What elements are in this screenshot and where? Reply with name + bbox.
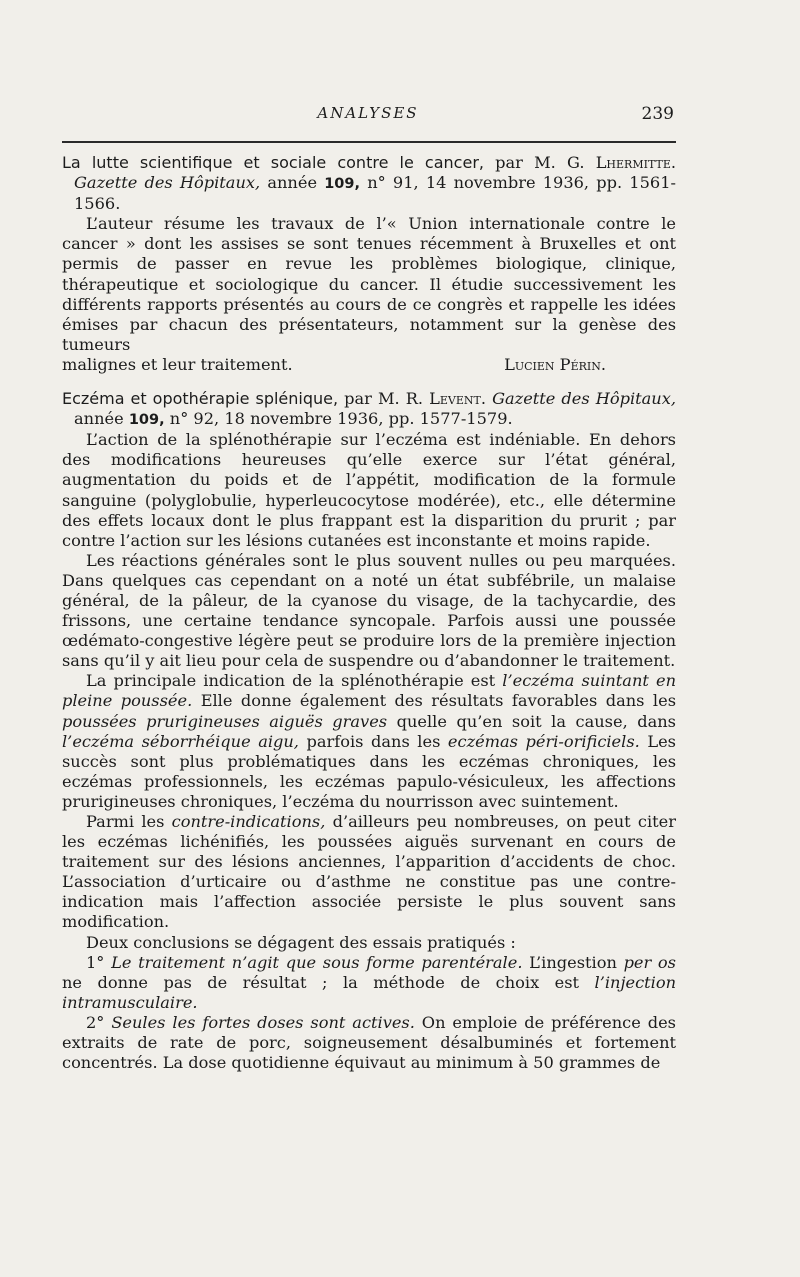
conclusion-number: 1°	[86, 952, 105, 972]
article-body: L’auteur résume les travaux de l’« Union internationale contre le cancer » dont les assises se sont tenues récemment à Bruxelles et ont permis de passer en revue les problèmes biologique, clinique, thérapeutique et sociologique du cancer. Il étudie successivement les différents rapports présentés au cours de ce congrès et rappelle les idées émises par chacun des présentateurs, notamment sur la genèse des tumeurs	[62, 214, 676, 354]
author-prefix: par M. R.	[344, 389, 424, 409]
emphasis: l’injection intramusculaire.	[62, 972, 676, 1012]
conclusion-1	[62, 953, 676, 1013]
article-citation	[62, 153, 676, 214]
emphasis: l’eczéma suintant en pleine poussée.	[62, 671, 676, 711]
emphasis: contre-indications,	[171, 812, 326, 831]
article-title: La lutte scientifique et sociale contre le cancer,	[62, 153, 484, 172]
journal-name: Gazette des Hôpitaux,	[492, 389, 676, 409]
article-eczema	[62, 389, 676, 1073]
text: quelle qu’en soit la cause, dans	[396, 711, 676, 731]
conclusion-2	[62, 1013, 676, 1073]
article-title: Eczéma et opothérapie splénique,	[62, 389, 339, 409]
emphasis: Le traitement n’agit que sous forme parentérale.	[111, 952, 523, 972]
volume-number: 109,	[128, 412, 165, 429]
text: d’ailleurs peu nombreuses, on peut citer les eczémas lichénifiés, les poussées aiguës survenant en cours de traitement sur des lésions anciennes, l’apparition d’accidents de choc. L’association d’urticaire ou d’asthme ne constitue pas une contre-indication mais l’affection associée persiste le plus souvent sans modification.	[62, 812, 676, 932]
text: Elle donne également des résultats favorables dans les	[200, 691, 676, 711]
header-rule	[62, 141, 676, 143]
citation-details: n° 92, 18 novembre 1936, pp. 1577-1579.	[169, 409, 513, 429]
reviewer-signature: Lucien Périn.	[504, 354, 606, 374]
running-title: ANALYSES	[317, 104, 419, 122]
year-label: année	[267, 173, 318, 193]
article-lutte-cancer	[62, 153, 676, 375]
volume-number: 109,	[324, 176, 360, 193]
closing-line	[62, 355, 676, 375]
text: Les succès sont plus problématiques dans les eczémas chroniques, les eczémas professionnels, les eczémas papulo-vésiculeux, les affections prurigineuses chroniques, l’eczéma du nourrisson avec suintement.	[62, 731, 676, 811]
emphasis: poussées prurigineuses aiguës graves	[62, 711, 388, 731]
text: Parmi les	[86, 812, 165, 831]
text: ne donne pas de résultat ; la méthode de choix est	[62, 972, 580, 992]
paragraph-indication	[62, 671, 676, 812]
citation-details: n° 91, 14 novembre 1936, pp. 1561-1566.	[74, 173, 676, 214]
author-name: Levent.	[429, 389, 487, 409]
article-citation	[62, 389, 676, 430]
emphasis: l’eczéma séborrhéique aigu,	[62, 731, 299, 751]
paragraph-contre-indications	[62, 812, 676, 933]
paragraph-action: L’action de la splénothérapie sur l’eczéma est indéniable. En dehors des modifications heureuses qu’elle exerce sur l’état général, augmentation du poids et de l’appétit, modification de la formule sanguine (polyglobulie, hyperleucocytose modérée), etc., elle détermine des effets locaux dont le plus frappant est la disparition du prurit ; par contre l’action sur les lésions cutanées est inconstante et moins rapide.	[62, 430, 676, 550]
page-content	[62, 153, 676, 1087]
year-label: année	[74, 409, 124, 429]
text: L’ingestion	[529, 952, 617, 972]
text: La principale indication de la splénothérapie est	[86, 671, 496, 691]
paragraph-conclusions: Deux conclusions se dégagent des essais pratiqués :	[86, 932, 516, 952]
emphasis: eczémas péri-orificiels.	[447, 731, 640, 751]
emphasis: per os	[623, 952, 676, 972]
body-last-line: malignes et leur traitement.	[62, 354, 293, 374]
author-prefix: par M. G.	[495, 153, 585, 172]
running-head	[62, 104, 674, 132]
text: On emploie de préférence des extraits de rate de porc, soigneusement désalbuminés et fortement concentrés. La dose quotidienne équivaut au minimum à 50 grammes de	[62, 1012, 676, 1073]
journal-name: Gazette des Hôpitaux,	[74, 173, 261, 193]
paragraph-reactions: Les réactions générales sont le plus souvent nulles ou peu marquées. Dans quelques cas cependant on a noté un état subfébrile, un malaise général, de la pâleur, de la cyanose du visage, de la tachycardie, des frissons, une certaine tendance syncopale. Parfois aussi une poussée œdémato-congestive légère peut se produire lors de la première injection sans qu’il y ait lieu pour cela de suspendre ou d’abandonner le traitement.	[62, 550, 676, 671]
author-name: Lhermitte.	[595, 153, 677, 172]
text: parfois dans les	[306, 731, 441, 751]
conclusion-number: 2°	[86, 1012, 105, 1032]
emphasis: Seules les fortes doses sont actives.	[111, 1012, 415, 1032]
page-number: 239	[641, 104, 674, 124]
